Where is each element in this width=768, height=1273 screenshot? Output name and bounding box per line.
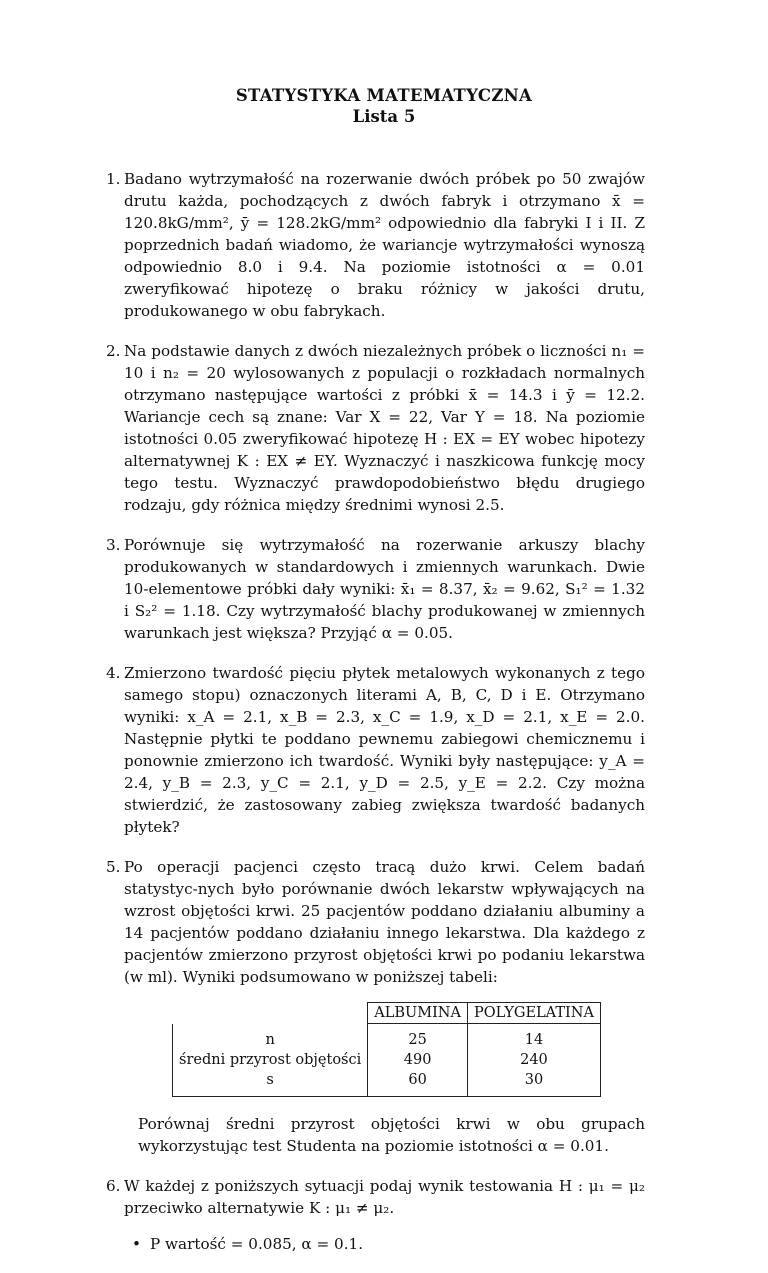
problem-number: 5. [106, 858, 121, 876]
problem-number: 3. [106, 536, 121, 554]
document-title: STATYSTYKA MATEMATYCZNA [235, 86, 533, 105]
table-header-cell: ALBUMINA [368, 1003, 468, 1024]
problem-number: 2. [106, 342, 121, 360]
problem-2 [108, 340, 645, 516]
problem-text: Porównuje się wytrzymałość na rozerwanie arkuszy blachy produkowanych w standardowych i zmiennych warunkach. Dwie 10-elementowe próbki dały wyniki: x̄₁ = 8.37, x̄₂ = 9.62, S₁² = 1.32 i S₂² = 1.18. Czy wytrzymałość blachy produkowanej w zmiennych warunkach jest większa? Przyjąć α = 0.05. [124, 536, 645, 642]
problem-followup-text: Porównaj średni przyrost objętości krwi w obu grupach wykorzystując test Studenta na poziomie istotności α = 0.01. [138, 1115, 645, 1155]
table-row [173, 1024, 601, 1051]
table-cell: n [173, 1024, 368, 1051]
table-cell: 25 [368, 1024, 468, 1051]
problem-text: Na podstawie danych z dwóch niezależnych próbek o liczności n₁ = 10 i n₂ = 20 wylosowanych z populacji o rozkładach normalnych otrzymano następujące wartości z próbki x̄ = 14.3 i ȳ = 12.2. Wariancje cech są znane: Var X = 22, Var Y = 18. Na poziomie istotności 0.05 zweryfikować hipotezę H : EX = EY wobec hipotezy alternatywnej K : EX ≠ EY. Wyznaczyć i naszkicowa funkcję mocy tego testu. Wyznaczyć prawdopodobieństwo błędu drugiego rodzaju, gdy różnica między średnimi wynosi 2.5. [124, 342, 645, 514]
table-header-row [173, 1003, 601, 1024]
problem-5 [108, 856, 645, 1157]
bullet-text: P wartość = 0.085, α = 0.1. [150, 1235, 364, 1253]
bullet-item [124, 1233, 645, 1255]
table-header-cell: POLYGELATINA [467, 1003, 600, 1024]
problem-3 [108, 534, 645, 644]
table-row [173, 1070, 601, 1097]
table-row [173, 1050, 601, 1070]
bullet-icon: • [132, 1235, 141, 1253]
table-cell: 30 [467, 1070, 600, 1097]
problem-text: Badano wytrzymałość na rozerwanie dwóch próbek po 50 zwajów drutu każda, pochodzących z dwóch fabryk i otrzymano x̄ = 120.8kG/mm², ȳ = 128.2kG/mm² odpowiednio dla fabryki I i II. Z poprzednich badań wiadomo, że wariancje wytrzymałości wynoszą odpowiednio 8.0 i 9.4. Na poziomie istotności α = 0.01 zweryfikować hipotezę o braku różnicy w jakości drutu, produkowanego w obu fabrykach. [124, 170, 645, 320]
problem-number: 1. [106, 170, 121, 188]
problem-list [108, 168, 645, 1273]
problem-text: W każdej z poniższych sytuacji podaj wynik testowania H : μ₁ = μ₂ przeciwko alternatywie K : μ₁ ≠ μ₂. [124, 1177, 645, 1217]
title-block [0, 85, 768, 127]
table-header-cell [173, 1003, 368, 1024]
table-cell: 60 [368, 1070, 468, 1097]
results-table [172, 1002, 601, 1097]
bullet-list [124, 1233, 645, 1255]
table-cell: średni przyrost objętości [173, 1050, 368, 1070]
problem-text: Zmierzono twardość pięciu płytek metalowych wykonanych z tego samego stopu) oznaczonych literami A, B, C, D i E. Otrzymano wyniki: x_A = 2.1, x_B = 2.3, x_C = 1.9, x_D = 2.1, x_E = 2.0. Następnie płytki te poddano pewnemu zabiegowi chemicznemu i ponownie zmierzono ich twardość. Wyniki były następujące: y_A = 2.4, y_B = 2.3, y_C = 2.1, y_D = 2.5, y_E = 2.2. Czy można stwierdzić, że zastosowany zabieg zwiększa twardość badanych płytek? [124, 664, 645, 836]
table-cell: 490 [368, 1050, 468, 1070]
problem-text: Po operacji pacjenci często tracą dużo krwi. Celem badań statystyc-nych było porównanie dwóch lekarstw wpływających na wzrost objętości krwi. 25 pacjentów poddano działaniu albuminy a 14 pacjentów poddano działaniu innego lekarstwa. Dla każdego z pacjentów zmierzono przyrost objętości krwi po podaniu lekarstwa (w ml). Wyniki podsumowano w poniższej tabeli: [124, 858, 645, 986]
problem-number: 4. [106, 664, 121, 682]
table-cell: 14 [467, 1024, 600, 1051]
document-subtitle: Lista 5 [352, 107, 416, 126]
problem-6 [108, 1175, 645, 1255]
problem-4 [108, 662, 645, 838]
table-cell: s [173, 1070, 368, 1097]
problem-1 [108, 168, 645, 322]
table-cell: 240 [467, 1050, 600, 1070]
problem-number: 6. [106, 1177, 121, 1195]
